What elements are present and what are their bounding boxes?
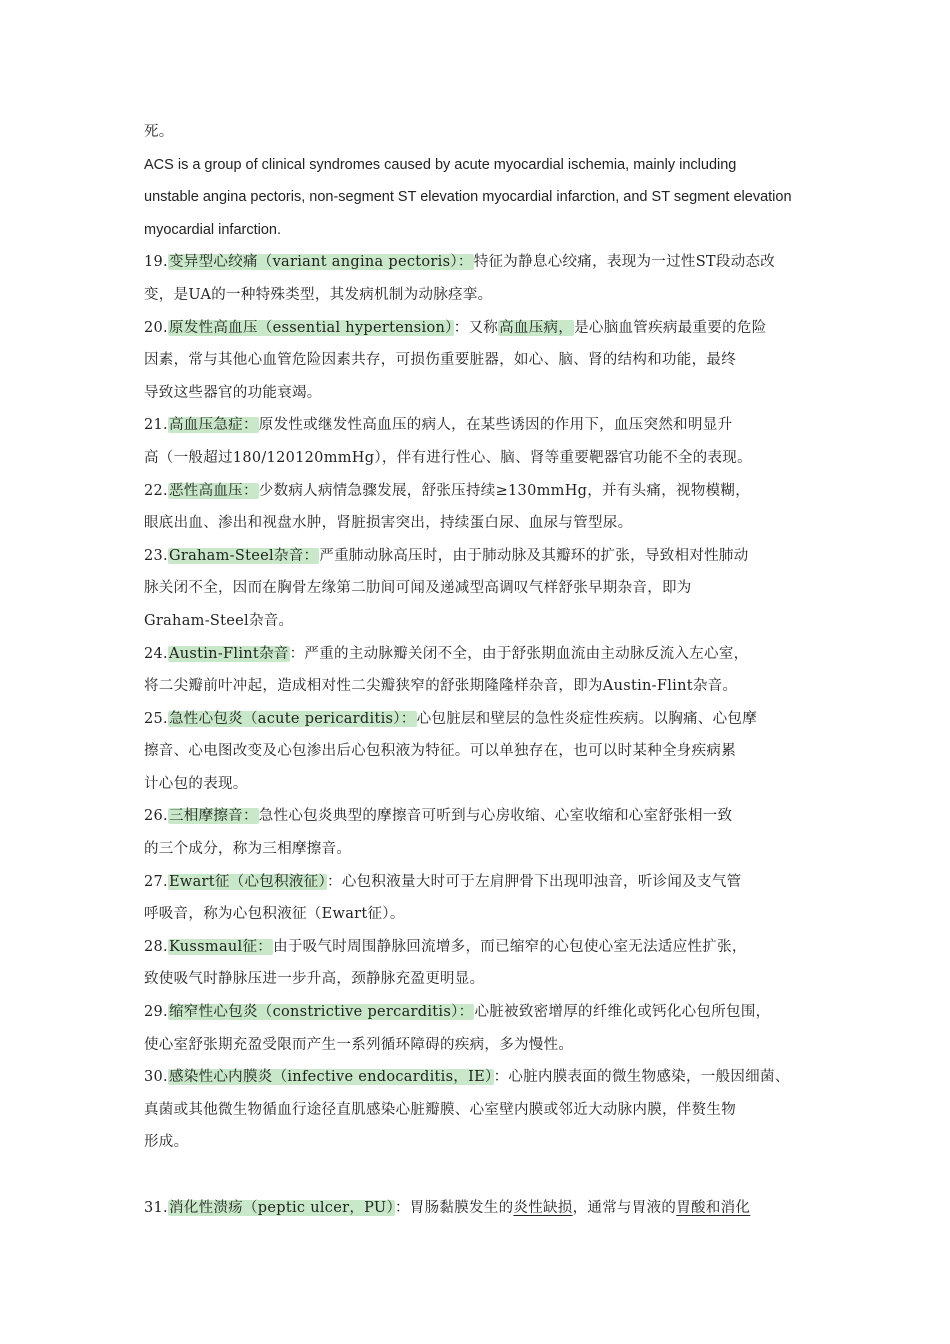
definition-text: ，通常与胃液的 [572, 1199, 677, 1216]
paragraph-gap [144, 1159, 808, 1192]
entry-27 [144, 866, 808, 899]
highlighted-term: Graham-Steel杂音： [168, 547, 319, 564]
entry-number: 25. [144, 710, 168, 727]
text-line [144, 1094, 808, 1127]
definition-text: 擦音、心电图改变及心包渗出后心包积液为特征。可以单独存在，也可以时某种全身疾病累 [144, 743, 736, 760]
text-fragment: ACS is a group of clinical syndromes caused by acute myocardial ischemia, mainly including [144, 156, 737, 173]
entry-number: 21. [144, 417, 168, 434]
definition-text: 眼底出血、渗出和视盘水肿，肾脏损害突出，持续蛋白尿、血尿与管型尿。 [144, 515, 633, 532]
definition-text: 因素，常与其他心血管危险因素共存，可损伤重要脏器，如心、脑、肾的结构和功能，最终 [144, 352, 736, 369]
definition-text: 变，是UA的一种特殊类型，其发病机制为动脉痉挛。 [144, 286, 493, 303]
text-line [144, 344, 808, 377]
definition-text: 急性心包炎典型的摩擦音可听到与心房收缩、心室收缩和心室舒张相一致 [258, 808, 733, 825]
entry-22 [144, 475, 808, 508]
entry-31 [144, 1192, 808, 1225]
definition-text: ：严重的主动脉瓣关闭不全，由于舒张期血流由主动脉反流入左心室， [289, 645, 749, 662]
definition-text: 是心脑血管疾病最重要的危险 [574, 319, 767, 336]
highlighted-term: Kussmaul征： [168, 938, 273, 955]
entry-number: 19. [144, 254, 168, 271]
text-fragment: unstable angina pectoris, non-segment ST elevation myocardial infarction, and ST segment elevation [144, 189, 792, 206]
highlighted-term: 原发性高血压（essential hypertension） [168, 319, 453, 336]
text-line [144, 735, 808, 768]
definition-text: 呼吸音，称为心包积液征（Ewart征）。 [144, 906, 405, 923]
text-line [144, 507, 808, 540]
document-page [144, 116, 808, 1224]
highlighted-term: 三相摩擦音： [168, 808, 258, 825]
text-line [144, 1029, 808, 1062]
definition-text: 由于吸气时周围静脉回流增多，而已缩窄的心包使心室无法适应性扩张， [273, 938, 747, 955]
entry-number: 22. [144, 482, 168, 499]
entry-23 [144, 540, 808, 573]
highlighted-term: 感染性心内膜炎（infective endocarditis，IE） [168, 1069, 493, 1086]
entry-24 [144, 638, 808, 671]
entry-19 [144, 246, 808, 279]
text-fragment: myocardial infarction. [144, 221, 281, 238]
entry-number: 29. [144, 1004, 168, 1021]
definition-text: 真菌或其他微生物循血行途径直肌感染心脏瓣膜、心室壁内膜或邻近大动脉内膜，伴赘生物 [144, 1101, 736, 1118]
highlighted-term: 缩窄性心包炎（constrictive percarditis）： [168, 1004, 474, 1021]
text-line [144, 149, 808, 182]
definition-text: 特征为静息心绞痛，表现为一过性ST段动态改 [473, 254, 776, 271]
entry-29 [144, 996, 808, 1029]
text-line [144, 898, 808, 931]
entry-21 [144, 409, 808, 442]
entry-20 [144, 312, 808, 345]
definition-text: 使心室舒张期充盈受限而产生一系列循环障碍的疾病，多为慢性。 [144, 1036, 574, 1053]
definition-text: 心包脏层和壁层的急性炎症性疾病。以胸痛、心包摩 [416, 710, 757, 727]
highlighted-term: Austin-Flint杂音 [168, 645, 289, 662]
definition-text: 形成。 [144, 1134, 189, 1151]
definition-text: 原发性或继发性高血压的病人，在某些诱因的作用下，血压突然和明显升 [258, 417, 733, 434]
entry-30 [144, 1061, 808, 1094]
entry-number: 27. [144, 873, 168, 890]
definition-text: 少数病人病情急骤发展，舒张压持续≥130mmHg，并有头痛，视物模糊， [258, 482, 751, 499]
text-line [144, 377, 808, 410]
definition-text: ：又称 [453, 319, 499, 336]
text-line [144, 214, 808, 247]
definition-text: 心脏被致密增厚的纤维化或钙化心包所包围， [474, 1004, 771, 1021]
text-line [144, 605, 808, 638]
definition-text: ：心包积液量大时可于左肩胛骨下出现叩浊音，听诊闻及支气管 [327, 873, 742, 890]
highlighted-term: Ewart征（心包积液征） [168, 873, 327, 890]
text-line [144, 279, 808, 312]
text-line [144, 116, 808, 149]
definition-text: 致使吸气时静脉压进一步升高，颈静脉充盈更明显。 [144, 971, 485, 988]
definition-text: ：心脏内膜表面的微生物感染，一般因细菌、 [493, 1069, 790, 1086]
text-fragment: 死。 [144, 124, 174, 140]
entry-26 [144, 800, 808, 833]
underlined-term: 胃酸和消化 [676, 1199, 751, 1216]
entry-number: 20. [144, 319, 168, 336]
highlighted-term: 消化性溃疡（peptic ulcer，PU） [168, 1199, 394, 1216]
highlighted-term: 高血压急症： [168, 417, 258, 434]
definition-text: 的三个成分，称为三相摩擦音。 [144, 841, 352, 858]
highlighted-term: 高血压病， [499, 319, 574, 336]
highlighted-term: 恶性高血压： [168, 482, 258, 499]
highlighted-term: 急性心包炎（acute pericarditis）： [168, 710, 416, 727]
definition-text: 计心包的表现。 [144, 775, 248, 792]
text-line [144, 670, 808, 703]
definition-text: ：胃肠黏膜发生的 [395, 1199, 514, 1216]
entry-number: 31. [144, 1199, 168, 1216]
entry-25 [144, 703, 808, 736]
text-line [144, 833, 808, 866]
text-line [144, 1126, 808, 1159]
text-line [144, 768, 808, 801]
text-line [144, 572, 808, 605]
definition-text: 严重肺动脉高压时，由于肺动脉及其瓣环的扩张，导致相对性肺动 [319, 547, 749, 564]
entry-number: 30. [144, 1069, 168, 1086]
definition-text: 导致这些器官的功能衰竭。 [144, 384, 322, 401]
definition-text: 高（一般超过180/120120mmHg），伴有进行性心、脑、肾等重要靶器官功能不全的表现。 [144, 449, 752, 466]
underlined-term: 炎性缺损 [513, 1199, 573, 1216]
highlighted-term: 变异型心绞痛（variant angina pectoris）： [168, 254, 473, 271]
text-line [144, 963, 808, 996]
entry-number: 28. [144, 938, 168, 955]
definition-text: Graham-Steel杂音。 [144, 612, 294, 629]
entry-28 [144, 931, 808, 964]
entry-number: 23. [144, 547, 168, 564]
definition-text: 将二尖瓣前叶冲起，造成相对性二尖瓣狭窄的舒张期隆隆样杂音，即为Austin-Flint杂音。 [144, 678, 738, 695]
entry-number: 24. [144, 645, 168, 662]
text-line [144, 181, 808, 214]
text-line [144, 442, 808, 475]
entry-number: 26. [144, 808, 168, 825]
definition-text: 脉关闭不全，因而在胸骨左缘第二肋间可闻及递减型高调叹气样舒张早期杂音，即为 [144, 580, 692, 597]
